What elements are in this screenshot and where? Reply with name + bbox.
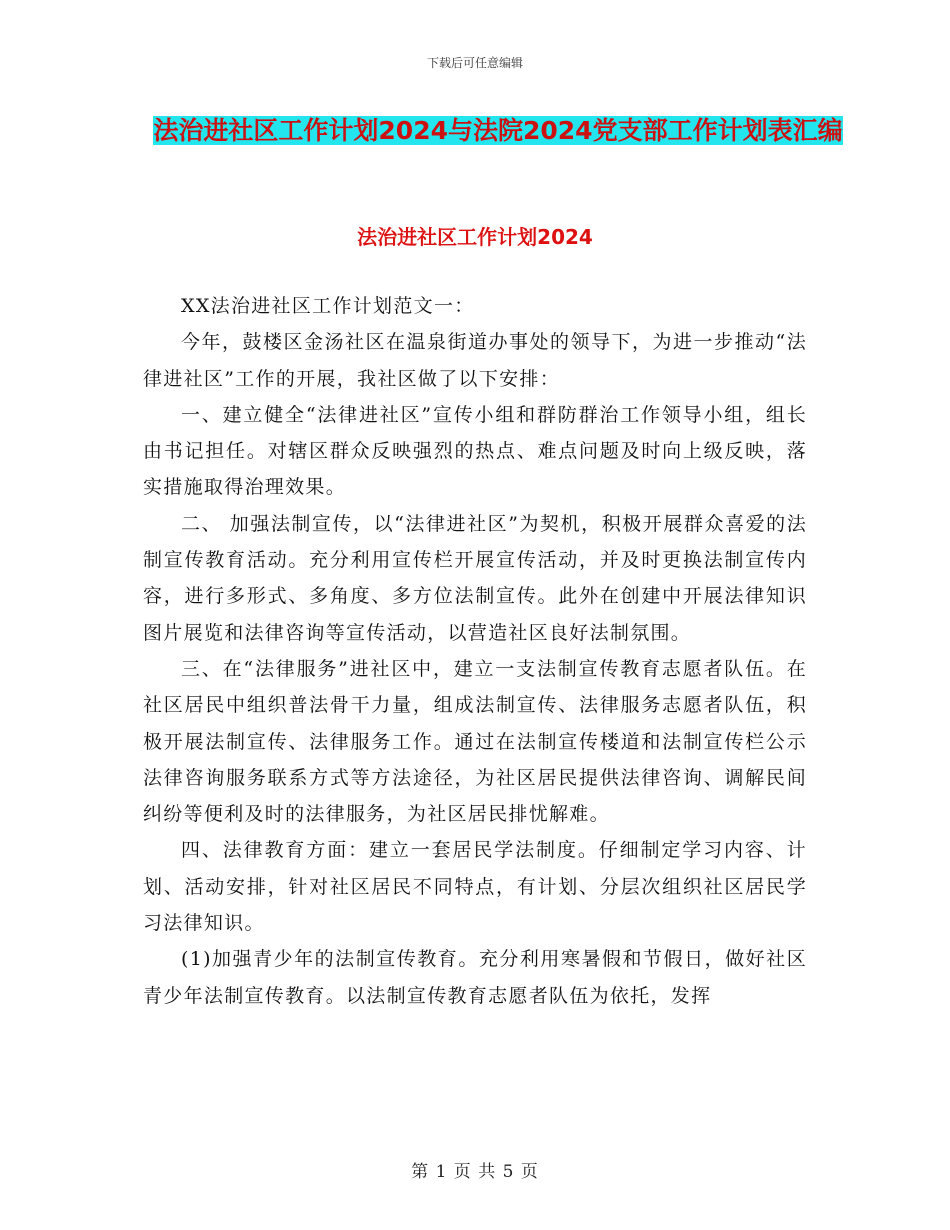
section-title: 法治进社区工作计划2024 (357, 225, 593, 249)
document-title (140, 108, 856, 154)
body-paragraph: 一、建立健全“法律进社区”宣传小组和群防群治工作领导小组，组长由书记担任。对辖区群众反映强烈的热点、难点问题及时向上级反映，落实措施取得治理效果。 (143, 403, 807, 499)
body-paragraph: 今年，鼓楼区金汤社区在温泉街道办事处的领导下，为进一步推动“法律进社区”工作的开展，我社区做了以下安排： (143, 331, 807, 390)
body-paragraph: 二、 加强法制宣传，以“法律进社区”为契机，积极开展群众喜爱的法制宣传教育活动。充分利用宣传栏开展宣传活动，并及时更换法制宣传内容，进行多形式、多角度、多方位法制宣传。此外在创建中开展法律知识图片展览和法律咨询等宣传活动，以营造社区良好法制氛围。 (143, 512, 807, 644)
body-paragraph: (1)加强青少年的法制宣传教育。充分利用寒暑假和节假日，做好社区青少年法制宣传教育。以法制宣传教育志愿者队伍为依托，发挥 (143, 948, 807, 1007)
body-paragraph: 四、法律教育方面：建立一套居民学法制度。仔细制定学习内容、计划、活动安排，针对社区居民不同特点，有计划、分层次组织社区居民学习法律知识。 (143, 839, 807, 935)
body-paragraph: XX法治进社区工作计划范文一： (181, 295, 475, 317)
page-number-footer: 第 1 页 共 5 页 (411, 1162, 539, 1182)
body-paragraph: 三、在“法律服务”进社区中，建立一支法制宣传教育志愿者队伍。在社区居民中组织普法骨干力量，组成法制宣传、法律服务志愿者队伍，积极开展法制宣传、法律服务工作。通过在法制宣传楼道和法制宣传栏公示法律咨询服务联系方式等方法途径，为社区居民提供法律咨询、调解民间纠纷等便利及时的法律服务，为社区居民排忧解难。 (143, 657, 807, 826)
document-title-text: 法治进社区工作计划2024与法院2024党支部工作计划表汇编 (153, 116, 843, 145)
document-body (143, 288, 807, 1014)
page-header-note: 下载后可任意编辑 (426, 56, 523, 70)
